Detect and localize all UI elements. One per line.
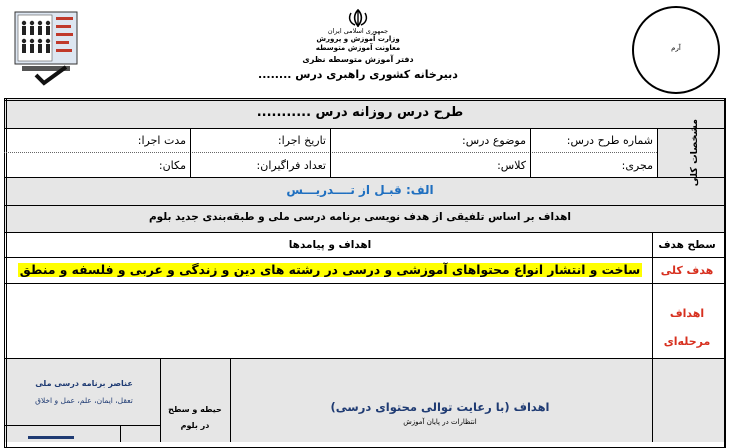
lesson-topic-label: موضوع درس: [461, 134, 526, 147]
general-goal-text: ساخت و انتشار انواع محتواهای آموزشی و درسی در رشته های دین و زندگی و عربی و فلسفه و منطق [19, 263, 641, 277]
stamp-label: آرم [671, 44, 681, 52]
goals-header: اهداف و پیامدها [288, 239, 372, 251]
teacher-label: مجری: [621, 158, 653, 172]
staged-goals-sub: انتظارات در پایان آموزش [403, 418, 477, 426]
students-count-label: تعداد فراگیران: [256, 158, 326, 172]
emblem [347, 8, 369, 28]
secretariat-title: دبیرخانه کشوری راهبری درس ........ [258, 68, 458, 81]
bloom-level-label: حیطه و سطح در بلوم [168, 405, 222, 430]
goal-level-header: سطح هدف [658, 239, 716, 251]
elements-title: عناصر برنامه درسی ملی [35, 379, 133, 388]
iran-emblem-icon [347, 8, 369, 28]
bottom-fragment [28, 432, 74, 442]
plan-number-label: شماره طرح درس: [566, 134, 653, 147]
duration-label: مدت اجرا: [137, 134, 186, 147]
header-logo [14, 11, 78, 87]
stage-goals-label: اهداف مرحله‌ای [663, 307, 711, 348]
elements-items: تعقل، ایمان، علم، عمل و اخلاق [35, 396, 133, 405]
header-line-1: جمهوری اسلامی ایران [327, 27, 389, 35]
header-line-3: معاونت آموزش متوسطه [315, 44, 401, 52]
stamp-circle [632, 6, 720, 94]
class-label: کلاس: [497, 158, 526, 172]
board-logo-icon [14, 11, 78, 87]
staged-goals-title: اهداف (با رعایت توالی محتوای درسی) [330, 400, 550, 414]
general-goal-label: هدف کلی [660, 264, 714, 277]
side-label: مشخصات کلی [688, 119, 700, 187]
date-label: تاریخ اجرا: [277, 134, 326, 147]
header-line-4: دفتر آموزش متوسطه نظری [302, 55, 414, 64]
section-a-title: الف: قبـل از تــــدریـــس [286, 183, 434, 197]
location-label: مکان: [158, 158, 186, 172]
plan-title: طرح درس روزانه درس ........... [256, 105, 464, 120]
section-a-subtitle: اهداف بر اساس تلفیقی از هدف نویسی برنامه درسی ملی و طبقه‌بندی جدید بلوم [148, 211, 572, 223]
header-line-2: وزارت آموزش و پرورش [316, 35, 400, 43]
